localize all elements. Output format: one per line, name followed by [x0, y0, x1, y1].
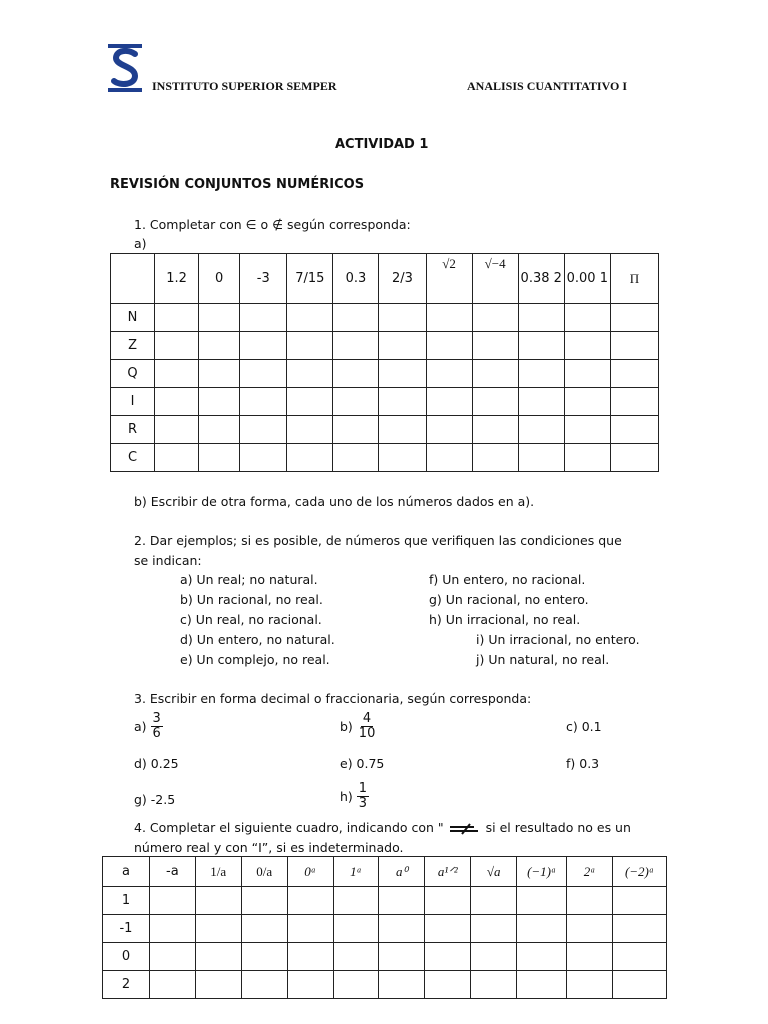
- row-label: 0: [103, 943, 150, 971]
- header-cell: 0/a: [241, 857, 287, 887]
- ex2-item-e: e) Un complejo, no real.: [180, 652, 330, 667]
- table-header-row: [103, 857, 667, 887]
- header-cell: [111, 254, 155, 304]
- row-label: 2: [103, 971, 150, 999]
- header-cell: a¹ᐟ²: [425, 857, 471, 887]
- ex2-item-f: f) Un entero, no racional.: [429, 572, 586, 587]
- ex2-item-c: c) Un real, no racional.: [180, 612, 322, 627]
- row-label: I: [111, 388, 155, 416]
- header-cell: (−2)ᵃ: [613, 857, 667, 887]
- ex2-prompt-line2: se indican:: [134, 553, 202, 568]
- table-row: [103, 971, 667, 999]
- header-cell: -3: [240, 254, 287, 304]
- ex2-prompt-line1: 2. Dar ejemplos; si es posible, de números que verifiquen las condiciones que: [134, 533, 622, 548]
- ex3-item-c: c) 0.1: [566, 719, 602, 734]
- table-row: [103, 943, 667, 971]
- table-row: [111, 332, 659, 360]
- header-cell: 1/a: [195, 857, 241, 887]
- header-cell: 7/15: [287, 254, 333, 304]
- sets-table: [110, 253, 659, 472]
- ex2-item-a: a) Un real; no natural.: [180, 572, 318, 587]
- ex3-item-b: b) $\frac{4}{10}$: [340, 711, 376, 741]
- fraction: $\frac{1}{3}$: [358, 781, 368, 811]
- header-cell: 2/3: [379, 254, 426, 304]
- institute-logo-icon: [108, 44, 142, 92]
- header-cell: 1.2: [155, 254, 199, 304]
- header-cell: 0: [199, 254, 240, 304]
- row-label: C: [111, 444, 155, 472]
- ex2-item-g: g) Un racional, no entero.: [429, 592, 589, 607]
- table-row: [111, 444, 659, 472]
- ex2-item-h: h) Un irracional, no real.: [429, 612, 581, 627]
- header-cell: 1ᵃ: [333, 857, 379, 887]
- row-label: N: [111, 304, 155, 332]
- ex3-item-h: h) $\frac{1}{3}$: [340, 781, 368, 811]
- header-cell: 0.00 1: [564, 254, 610, 304]
- row-label: Q: [111, 360, 155, 388]
- header-cell: 2ᵃ: [567, 857, 613, 887]
- table-row: [111, 416, 659, 444]
- ex4-prompt-line2: número real y con “I”, si es indeterminado.: [134, 840, 404, 855]
- header-cell: Π: [610, 254, 658, 304]
- page-title: ACTIVIDAD 1: [335, 137, 429, 152]
- header-cell: 0ᵃ: [287, 857, 333, 887]
- header-cell: a⁰: [379, 857, 425, 887]
- ex1-part-b: b) Escribir de otra forma, cada uno de los números dados en a).: [134, 494, 535, 509]
- header-cell: (−1)ᵃ: [517, 857, 567, 887]
- not-real-symbol-icon: [448, 823, 482, 835]
- table-row: [111, 304, 659, 332]
- ex3-prompt: 3. Escribir en forma decimal o fraccionaria, según corresponda:: [134, 691, 532, 706]
- header-cell: √a: [471, 857, 517, 887]
- ex3-item-f: f) 0.3: [566, 756, 600, 771]
- header-cell: √2: [426, 254, 472, 304]
- header-cell: 0.3: [333, 254, 379, 304]
- header-cell: 0.38 2: [518, 254, 564, 304]
- header-cell: a: [103, 857, 150, 887]
- section-title: REVISIÓN CONJUNTOS NUMÉRICOS: [110, 177, 365, 192]
- table-row: [103, 915, 667, 943]
- row-label: 1: [103, 887, 150, 915]
- course-name: ANALISIS CUANTITATIVO I: [467, 79, 628, 93]
- ex3-item-d: d) 0.25: [134, 756, 179, 771]
- ex1-part-a: a): [134, 236, 147, 251]
- table-row: [103, 887, 667, 915]
- header-cell: √−4: [472, 254, 518, 304]
- ex2-item-d: d) Un entero, no natural.: [180, 632, 335, 647]
- table-row: [111, 388, 659, 416]
- row-label: Z: [111, 332, 155, 360]
- ex2-item-j: j) Un natural, no real.: [476, 652, 610, 667]
- ex2-item-i: i) Un irracional, no entero.: [476, 632, 640, 647]
- ex4-prompt-line1: 4. Completar el siguiente cuadro, indicando con " si el resultado no es un: [134, 820, 631, 835]
- institute-name: INSTITUTO SUPERIOR SEMPER: [152, 79, 337, 93]
- results-table: [102, 856, 667, 999]
- fraction: $\frac{4}{10}$: [358, 711, 376, 741]
- ex3-item-g: g) -2.5: [134, 792, 176, 807]
- table-row: [111, 360, 659, 388]
- header-cell: -a: [149, 857, 195, 887]
- row-label: -1: [103, 915, 150, 943]
- ex1-prompt: 1. Completar con ∈ o ∉ según corresponda:: [134, 217, 411, 232]
- fraction: $\frac{3}{6}$: [152, 711, 161, 741]
- ex3-item-e: e) 0.75: [340, 756, 385, 771]
- table-header-row: [111, 254, 659, 304]
- row-label: R: [111, 416, 155, 444]
- ex3-item-a: a) $\frac{3}{6}$: [134, 711, 161, 741]
- ex2-item-b: b) Un racional, no real.: [180, 592, 323, 607]
